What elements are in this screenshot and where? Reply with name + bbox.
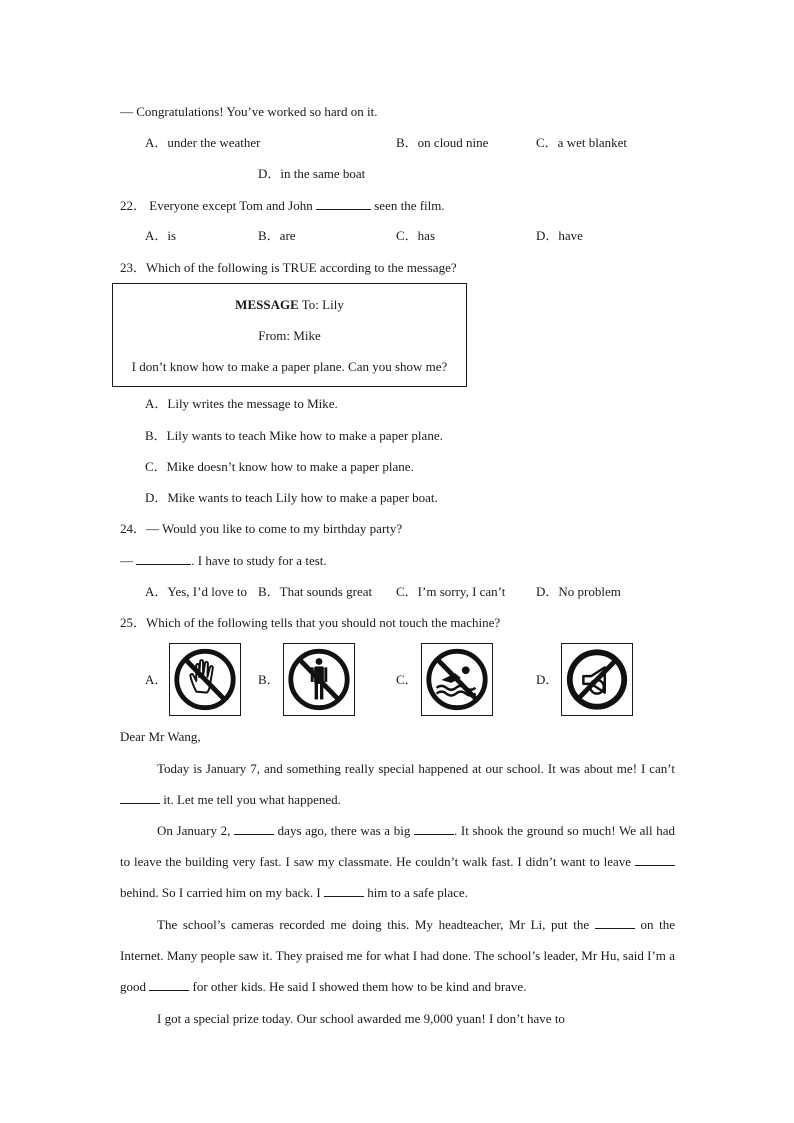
option-text: on cloud nine <box>417 135 489 150</box>
message-heading: MESSAGE <box>235 297 299 312</box>
q24-reply <box>120 552 327 569</box>
q23-option-d <box>145 490 438 506</box>
option-letter: C． <box>536 135 558 150</box>
letter-paragraph-4: I got a special prize today. Our school awarded me 9,000 yuan! I don’t have to <box>157 1011 565 1026</box>
q21-reply: — Congratulations! You’ve worked so hard on it. <box>120 104 378 119</box>
q25-option-c-label: C． <box>396 672 418 687</box>
message-to: To: Lily <box>301 297 344 312</box>
q22-option-b <box>258 228 296 244</box>
cloze-blank <box>324 884 364 897</box>
option-text: under the weather <box>167 135 261 150</box>
q25-option-d-label: D． <box>536 672 559 687</box>
option-letter: C． <box>396 228 418 243</box>
q25-option-a-label: A． <box>145 672 168 687</box>
option-text: Mike wants to teach Lily how to make a paper boat. <box>167 490 438 505</box>
no-swimming-icon <box>421 643 493 716</box>
message-from: From: Mike <box>258 328 321 343</box>
q21-option-c <box>536 135 627 151</box>
option-text: has <box>417 228 436 243</box>
no-pedestrians-icon <box>283 643 355 716</box>
option-letter: A． <box>145 228 168 243</box>
message-box <box>112 283 467 387</box>
cloze-blank <box>635 853 675 866</box>
option-text: are <box>279 228 296 243</box>
q22-option-c <box>396 228 435 244</box>
message-body: I don’t know how to make a paper plane. Can you show me? <box>131 359 448 374</box>
q24-option-a <box>145 584 247 600</box>
paragraph-text: on the Internet. Many people saw it. They praised me for what I had done. The school’s leader, Mr Hu, said I’m a good <box>120 917 676 995</box>
option-text: a wet blanket <box>557 135 627 150</box>
option-letter: C． <box>396 584 418 599</box>
q21-option-d <box>258 166 365 182</box>
option-letter: D． <box>258 166 281 181</box>
paragraph-text: it. Let me tell you what happened. <box>163 792 341 808</box>
paragraph-text: Today is January 7, and something really special happened at our school. It was about me! I can’t <box>157 761 675 776</box>
cloze-blank <box>149 978 189 991</box>
q22-stem <box>120 197 445 214</box>
stem-text: seen the film. <box>374 198 445 213</box>
stem-text: Which of the following tells that you should not touch the machine? <box>146 615 501 630</box>
paragraph-text: him to a safe place. <box>367 885 468 901</box>
paragraph-text: On January 2, <box>157 823 231 838</box>
cloze-blank <box>120 791 160 804</box>
option-text: is <box>167 228 177 243</box>
q23-stem <box>120 260 457 276</box>
no-horn-icon <box>561 643 633 716</box>
cloze-blank <box>595 916 635 929</box>
option-text: have <box>558 228 583 243</box>
q25-option-b-label: B． <box>258 672 280 687</box>
option-text: in the same boat <box>280 166 366 181</box>
letter-paragraph-1 <box>120 753 675 815</box>
paragraph-text: days ago, there was a big <box>277 823 411 838</box>
option-letter: A． <box>145 584 168 599</box>
q24-option-d <box>536 584 621 600</box>
cloze-blank <box>414 822 454 835</box>
q22-option-d <box>536 228 583 244</box>
q23-option-c <box>145 459 414 475</box>
letter-greeting: Dear Mr Wang, <box>120 729 201 744</box>
q21-option-b <box>396 135 488 151</box>
option-letter: B． <box>145 428 167 443</box>
stem-text: — Would you like to come to my birthday party? <box>146 521 403 536</box>
q24-option-c <box>396 584 505 600</box>
option-letter: A． <box>145 135 168 150</box>
q23-option-b <box>145 428 443 444</box>
option-letter: D． <box>145 490 168 505</box>
stem-text: Everyone except Tom and John <box>149 198 313 213</box>
q22-option-a <box>145 228 176 244</box>
paragraph-text: for other kids. He said I showed them how to be kind and brave. <box>192 979 527 995</box>
option-letter: B． <box>258 584 280 599</box>
option-text: No problem <box>558 584 621 599</box>
question-number: 23． <box>120 260 147 275</box>
paragraph-text: behind. So I carried him on my back. I <box>120 885 321 901</box>
q24-stem <box>120 521 402 537</box>
q23-option-a <box>145 396 338 412</box>
option-letter: D． <box>536 228 559 243</box>
paragraph-text: The school’s cameras recorded me doing this. My headteacher, Mr Li, put the <box>157 917 590 932</box>
q25-stem <box>120 615 500 631</box>
option-letter: B． <box>396 135 418 150</box>
option-letter: B． <box>258 228 280 243</box>
option-text: That sounds great <box>279 584 373 599</box>
option-letter: A． <box>145 396 168 411</box>
reply-text: . I have to study for a test. <box>191 553 327 568</box>
option-text: Lily writes the message to Mike. <box>167 396 338 411</box>
answer-blank <box>316 197 371 210</box>
dash: — <box>120 553 133 568</box>
paragraph-text: . It shook the ground so much! We all had to leave the building very fast. I saw my classmate. He couldn’t walk fast. I didn’t want to leave <box>120 823 676 870</box>
letter-paragraph-3 <box>120 909 675 1003</box>
option-letter: C． <box>145 459 167 474</box>
option-text: Mike doesn’t know how to make a paper plane. <box>166 459 414 474</box>
question-number: 24． <box>120 521 147 536</box>
no-touching-icon <box>169 643 241 716</box>
stem-text: Which of the following is TRUE according to the message? <box>146 260 457 275</box>
answer-blank <box>136 552 191 565</box>
option-text: Lily wants to teach Mike how to make a paper plane. <box>166 428 443 443</box>
q21-option-a <box>145 135 261 151</box>
question-number: 25． <box>120 615 147 630</box>
cloze-blank <box>234 822 274 835</box>
option-text: I’m sorry, I can’t <box>417 584 506 599</box>
q24-option-b <box>258 584 372 600</box>
option-letter: D． <box>536 584 559 599</box>
question-number: 22． <box>120 198 147 213</box>
message-header <box>113 297 466 313</box>
option-text: Yes, I’d love to <box>167 584 247 599</box>
letter-paragraph-2 <box>120 815 675 909</box>
